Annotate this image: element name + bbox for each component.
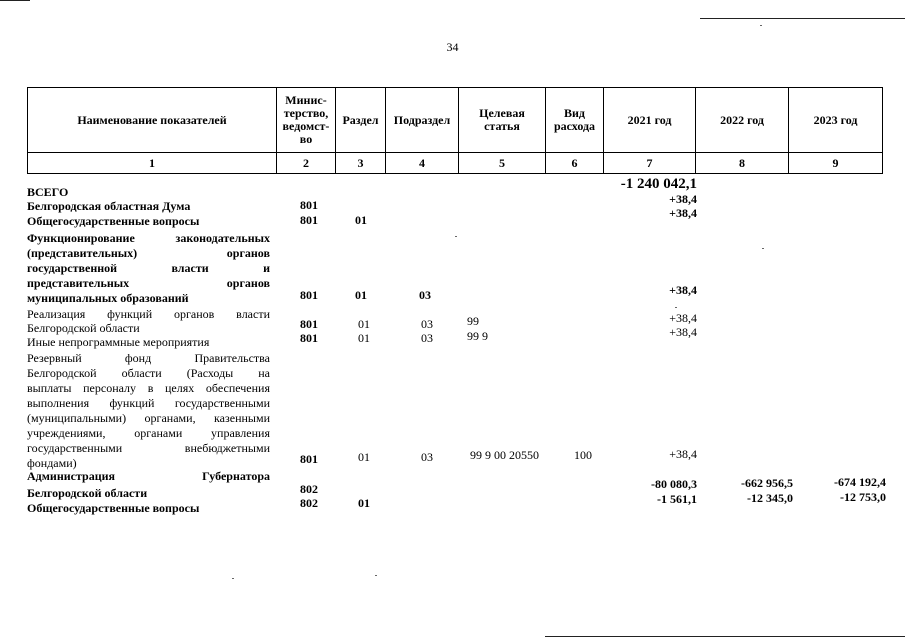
row-reserve-line: фондами) — [27, 456, 77, 470]
row-total-2021: -1 240 042,1 — [620, 176, 697, 192]
row-reserve-subsection: 03 — [421, 450, 433, 464]
row-functioning-line: (представительных) органов — [27, 246, 270, 260]
row-realization-line: Реализация функций органов власти — [27, 307, 270, 321]
column-number: 5 — [459, 153, 546, 174]
row-realization-line: Белгородской области — [27, 321, 140, 335]
row-administration-2022: -662 956,5 — [741, 476, 793, 490]
column-number: 3 — [336, 153, 386, 174]
row-reserve-target: 99 9 00 20550 — [470, 448, 539, 462]
scan-speck — [455, 236, 457, 237]
header-ministry-line: во — [299, 132, 313, 146]
column-number: 4 — [386, 153, 459, 174]
row-other-events-ministry: 801 — [300, 331, 318, 345]
row-reserve-line: выплаты персоналу в целях обеспечения — [27, 381, 270, 395]
row-functioning-2021: +38,4 — [669, 283, 697, 297]
header-2023: 2023 год — [789, 88, 883, 153]
header-2021: 2021 год — [604, 88, 696, 153]
row-duma-2021: +38,4 — [669, 192, 697, 206]
row-functioning-line: муниципальных образований — [27, 291, 189, 305]
row-reserve-line: выполнения функций государственными — [27, 396, 270, 410]
row-reserve-ministry: 801 — [300, 452, 318, 466]
row-realization-ministry: 801 — [300, 317, 318, 331]
row-duma-general-ministry: 801 — [300, 213, 318, 227]
row-duma-general-name: Общегосударственные вопросы — [27, 214, 200, 228]
row-admin-general-name: Общегосударственные вопросы — [27, 501, 200, 515]
header-section: Раздел — [336, 88, 386, 153]
row-realization-target: 99 — [467, 314, 479, 328]
header-target-line: Целевая — [479, 106, 525, 120]
row-functioning-line: государственной власти и — [27, 261, 270, 275]
row-duma-general-2021: +38,4 — [669, 206, 697, 220]
row-admin-general-ministry: 802 — [300, 496, 318, 510]
column-number: 2 — [277, 153, 336, 174]
header-target — [459, 88, 546, 153]
row-other-events-target: 99 9 — [467, 329, 488, 343]
scan-speck — [375, 575, 377, 576]
header-type — [546, 88, 604, 153]
row-admin-general-2022: -12 345,0 — [747, 491, 793, 505]
page-number: 34 — [446, 40, 459, 54]
row-reserve-line: Резервный фонд Правительства — [27, 351, 270, 365]
row-total-name: ВСЕГО — [27, 185, 69, 199]
row-administration-line: Белгородской области — [27, 486, 148, 500]
scan-speck — [675, 307, 677, 308]
row-reserve-line: (муниципальными) органами, казенными — [27, 411, 270, 425]
header-subsection: Подраздел — [386, 88, 459, 153]
row-other-events-section: 01 — [358, 331, 370, 345]
header-ministry-line: терство, — [283, 106, 329, 120]
scan-speck — [762, 248, 764, 249]
row-administration-2021: -80 080,3 — [651, 477, 697, 491]
header-type-line: расхода — [553, 119, 596, 133]
row-duma-general-section: 01 — [355, 213, 367, 227]
table-header — [27, 87, 883, 174]
row-realization-2021: +38,4 — [669, 311, 697, 325]
header-2022: 2022 год — [696, 88, 789, 153]
column-number: 8 — [696, 153, 789, 174]
row-duma-name: Белгородская областная Дума — [27, 199, 191, 213]
header-ministry — [277, 88, 336, 153]
row-administration-2023: -674 192,4 — [834, 475, 886, 489]
row-reserve-line: учреждениями, органами управления — [27, 426, 270, 440]
column-number: 1 — [28, 153, 277, 174]
row-reserve-line: государственными внебюджетными — [27, 441, 270, 455]
column-number: 9 — [789, 153, 883, 174]
row-realization-section: 01 — [358, 317, 370, 331]
row-realization-subsection: 03 — [421, 317, 433, 331]
column-number: 6 — [546, 153, 604, 174]
row-admin-general-section: 01 — [358, 496, 370, 510]
scan-edge-top-right — [700, 18, 905, 19]
row-other-events-name: Иные непрограммные мероприятия — [27, 335, 210, 349]
header-target-line: статья — [484, 119, 520, 133]
scan-edge-top-left — [0, 0, 30, 1]
row-reserve-2021: +38,4 — [669, 447, 697, 461]
column-number: 7 — [604, 153, 696, 174]
header-name: Наименование показателей — [28, 88, 277, 153]
row-duma-ministry: 801 — [300, 198, 318, 212]
row-functioning-line: Функционирование законодательных — [27, 231, 270, 245]
row-functioning-ministry: 801 — [300, 288, 318, 302]
row-admin-general-2023: -12 753,0 — [840, 490, 886, 504]
row-functioning-line: представительных органов — [27, 276, 270, 290]
row-reserve-line: Белгородской области (Расходы на — [27, 366, 270, 380]
row-reserve-type: 100 — [574, 448, 592, 462]
scan-speck — [760, 25, 762, 26]
row-other-events-2021: +38,4 — [669, 325, 697, 339]
row-functioning-section: 01 — [355, 288, 367, 302]
row-administration-line: Администрация Губернатора — [27, 469, 270, 483]
row-admin-general-2021: -1 561,1 — [657, 492, 697, 506]
row-other-events-subsection: 03 — [421, 331, 433, 345]
header-type-line: Вид — [564, 106, 585, 120]
header-ministry-line: ведомст- — [282, 119, 330, 133]
row-functioning-subsection: 03 — [419, 288, 431, 302]
scan-speck — [232, 578, 234, 579]
row-reserve-section: 01 — [358, 450, 370, 464]
header-ministry-line: Минис- — [285, 93, 327, 107]
row-administration-ministry: 802 — [300, 482, 318, 496]
scan-edge-bottom-right — [545, 636, 905, 637]
